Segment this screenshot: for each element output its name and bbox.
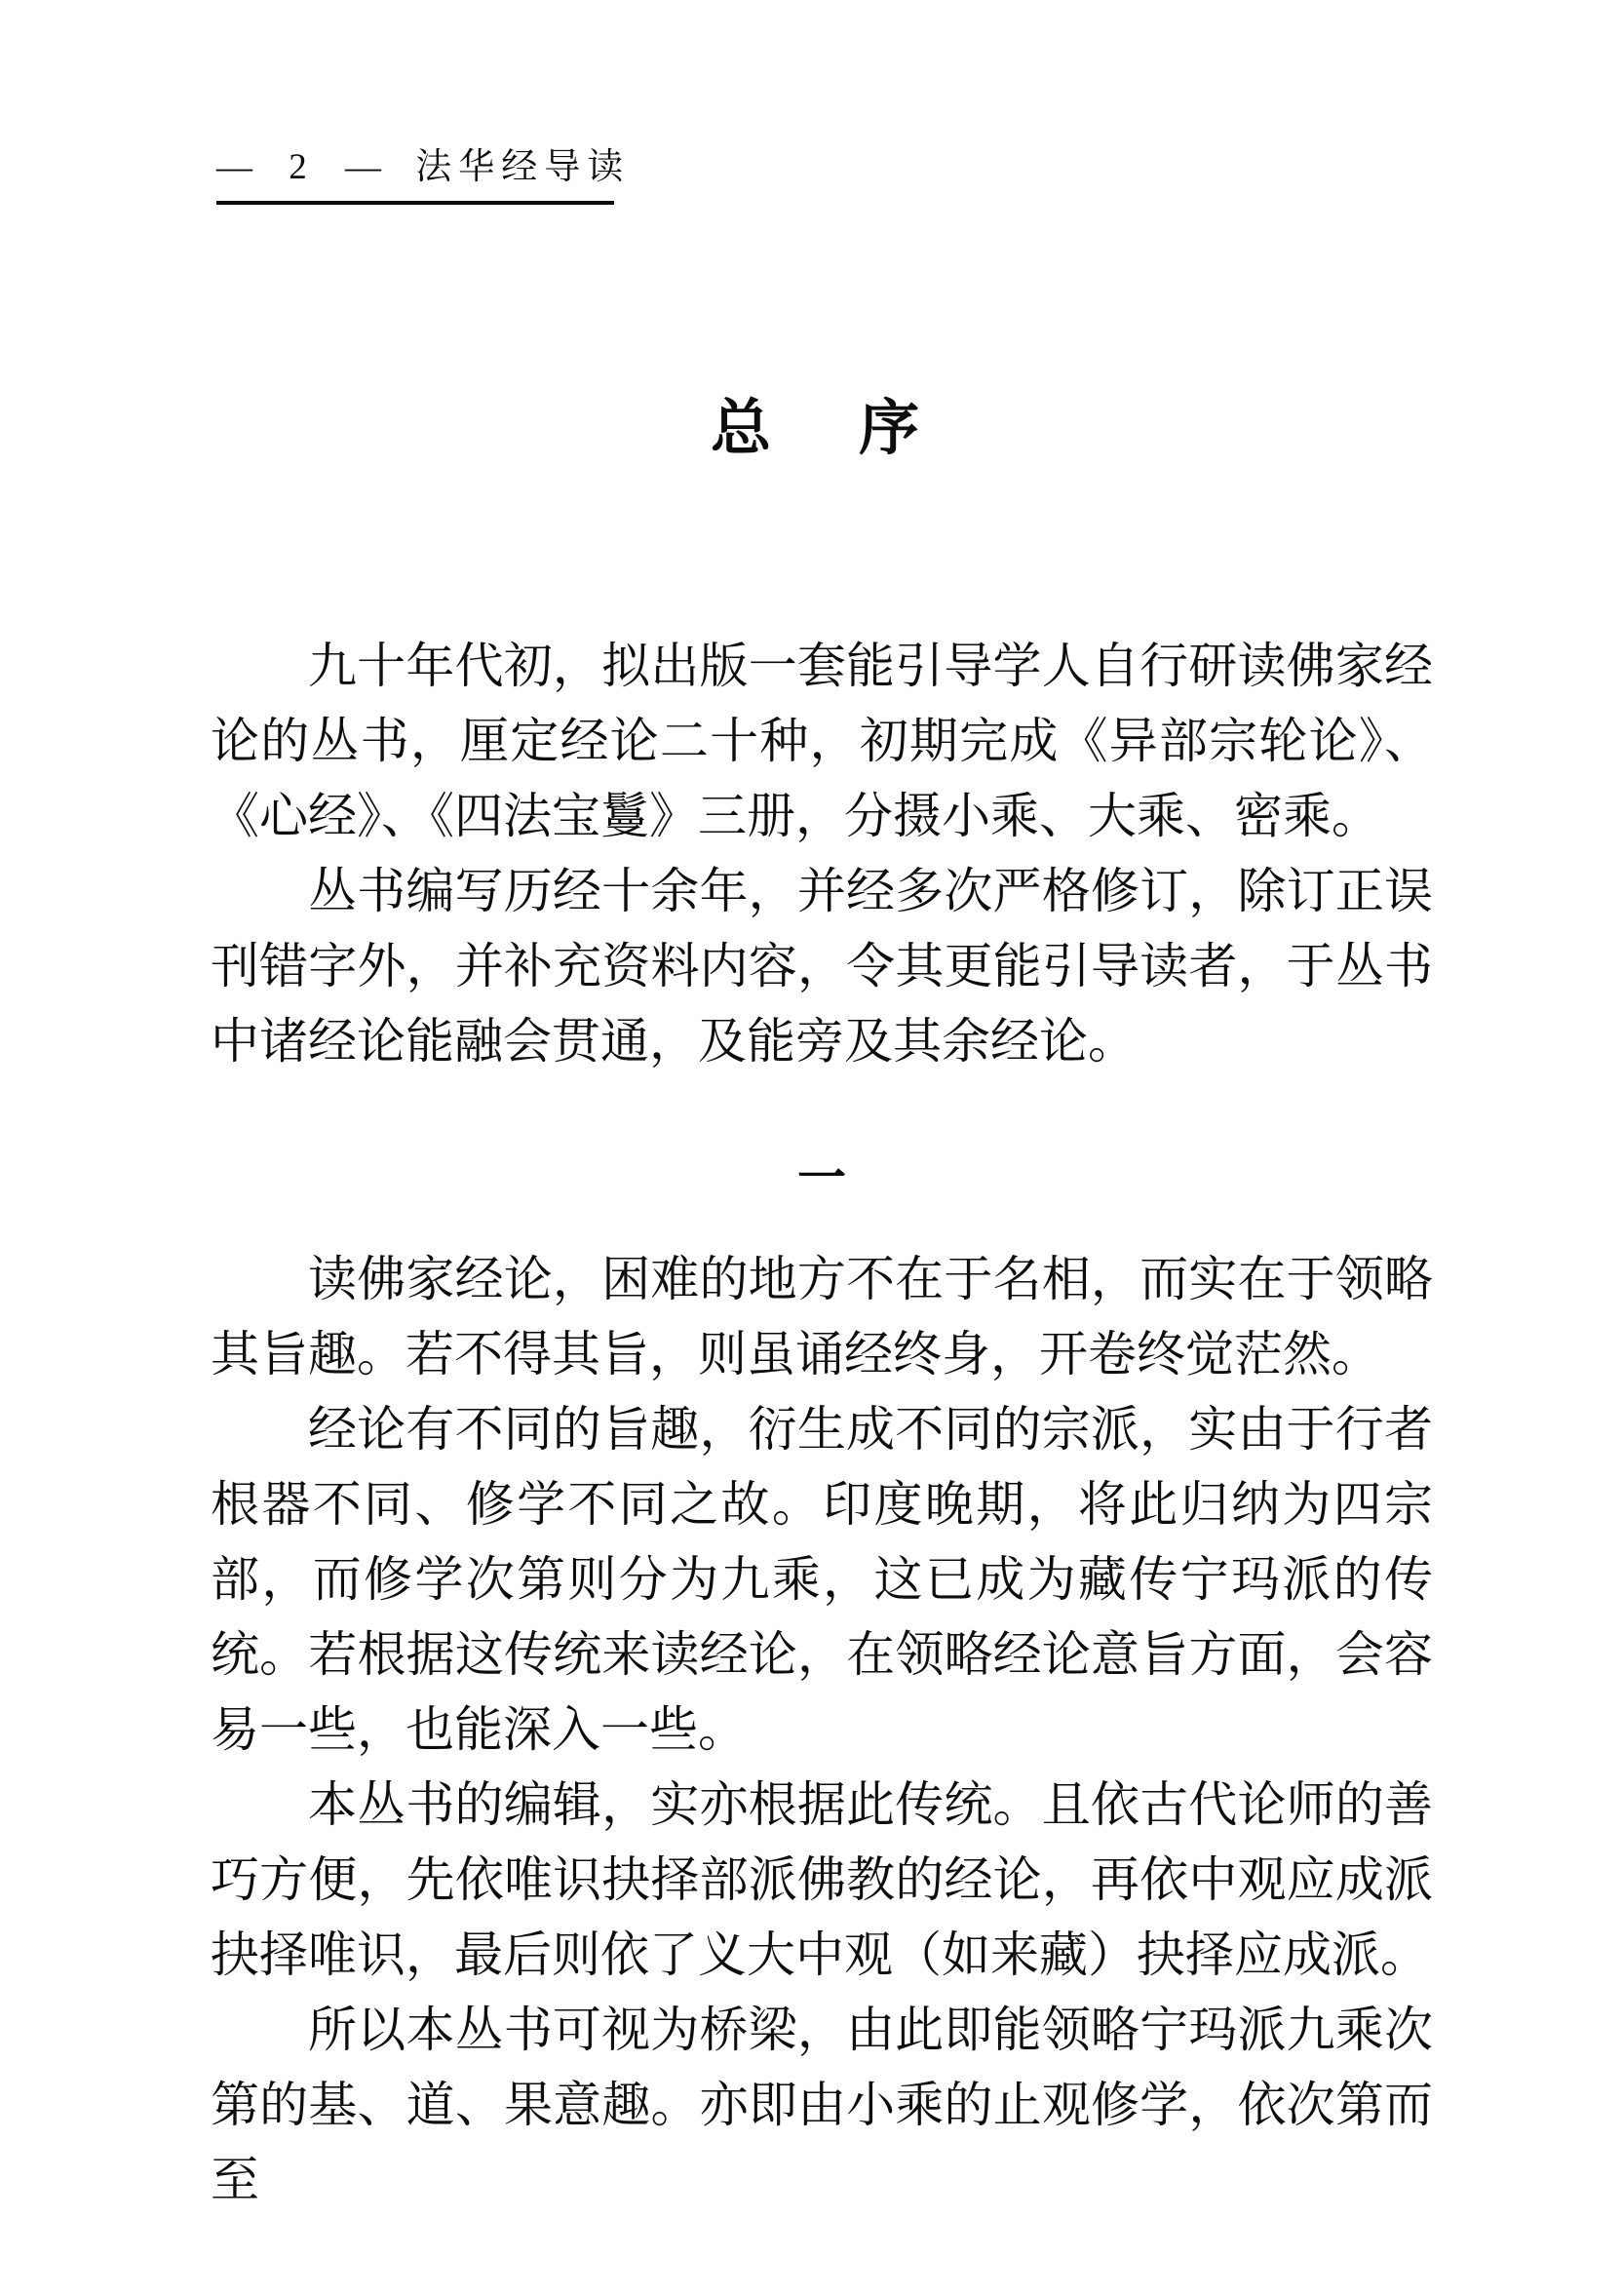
paragraph: 本丛书的编辑，实亦根据此传统。且依古代论师的善巧方便，先依唯识抉择部派佛教的经论，再依中观应成派抉择唯识，最后则依了义大中观（如来藏）抉择应成派。 xyxy=(211,1777,1433,1982)
text-column xyxy=(211,0,1433,2218)
paragraph: 读佛家经论，困难的地方不在于名相，而实在于领略其旨趣。若不得其旨，则虽诵经终身，开卷终觉茫然。 xyxy=(211,1252,1433,1381)
section-one-marker: 一 xyxy=(797,1150,846,1205)
paragraph: 丛书编写历经十余年，并经多次严格修订，除订正误刊错字外，并补充资料内容，令其更能引导读者，于丛书中诸经论能融会贯通，及能旁及其余经论。 xyxy=(211,864,1433,1069)
paragraph: 经论有不同的旨趣，衍生成不同的宗派，实由于行者根器不同、修学不同之故。印度晚期，将此归纳为四宗部，而修学次第则分为九乘，这已成为藏传宁玛派的传统。若根据这传统来读经论，在领略经论意旨方面，会容易一些，也能深入一些。 xyxy=(211,1402,1433,1757)
preface-title: 总 序 xyxy=(710,396,933,462)
header-dash-right: — xyxy=(345,147,381,187)
paragraph: 九十年代初，拟出版一套能引导学人自行研读佛家经论的丛书，厘定经论二十种，初期完成《异部宗轮论》、《心经》、《四法宝鬘》三册，分摄小乘、大乘、密乘。 xyxy=(211,639,1433,843)
paragraph: 所以本丛书可视为桥梁，由此即能领略宁玛派九乘次第的基、道、果意趣。亦即由小乘的止观修学，依次第而至 xyxy=(211,2003,1433,2207)
header-dash-left: — xyxy=(216,147,252,187)
book-title: 法华经导读 xyxy=(415,147,631,187)
page-number: 2 xyxy=(289,147,307,187)
